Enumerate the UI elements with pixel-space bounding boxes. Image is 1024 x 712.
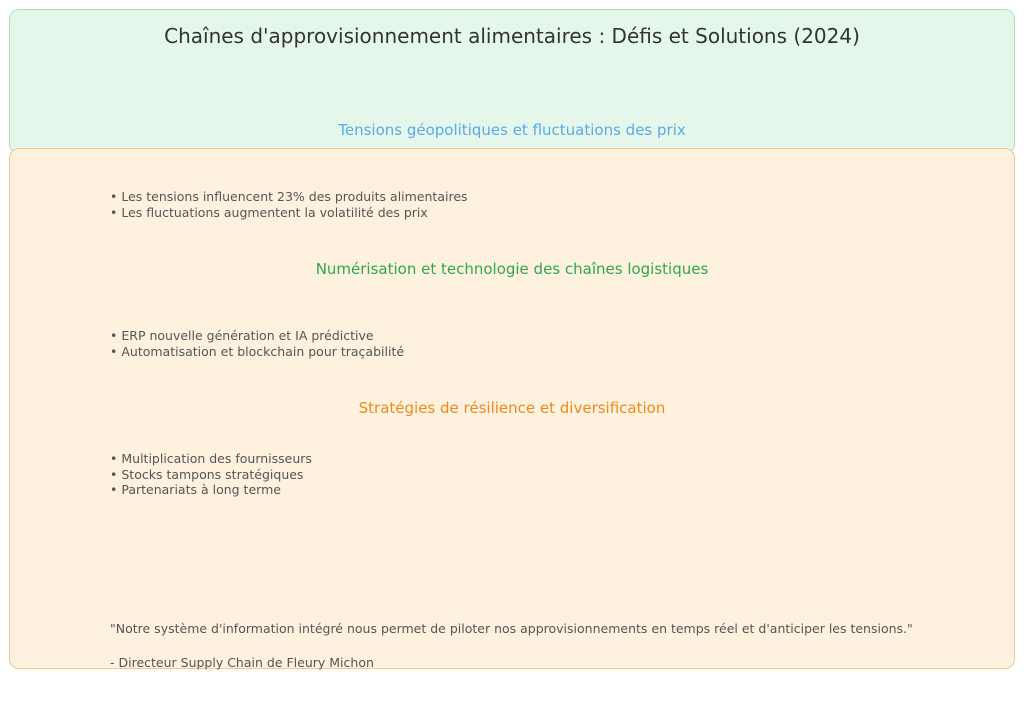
list-item: • Les tensions influencent 23% des produits alimentaires xyxy=(110,189,468,205)
section-list-tensions xyxy=(110,189,468,220)
section-list-numerisation xyxy=(110,328,404,359)
quote-author: - Directeur Supply Chain de Fleury Michon xyxy=(110,655,374,670)
list-item: • Multiplication des fournisseurs xyxy=(110,451,312,467)
section-heading-tensions: Tensions géopolitiques et fluctuations des prix xyxy=(338,121,686,139)
section-heading-numerisation: Numérisation et technologie des chaînes logistiques xyxy=(315,260,709,278)
quote-text: "Notre système d'information intégré nous permet de piloter nos approvisionnements en temps réel et d'anticiper les tensions." xyxy=(110,621,913,636)
list-item: • Partenariats à long terme xyxy=(110,482,312,498)
list-item: • ERP nouvelle génération et IA prédictive xyxy=(110,328,404,344)
section-list-resilience xyxy=(110,451,312,498)
section-heading-resilience: Stratégies de résilience et diversification xyxy=(358,399,666,417)
list-item: • Les fluctuations augmentent la volatilité des prix xyxy=(110,205,468,221)
list-item: • Automatisation et blockchain pour traçabilité xyxy=(110,344,404,360)
list-item: • Stocks tampons stratégiques xyxy=(110,467,312,483)
page-title: Chaînes d'approvisionnement alimentaires : Défis et Solutions (2024) xyxy=(164,24,860,48)
